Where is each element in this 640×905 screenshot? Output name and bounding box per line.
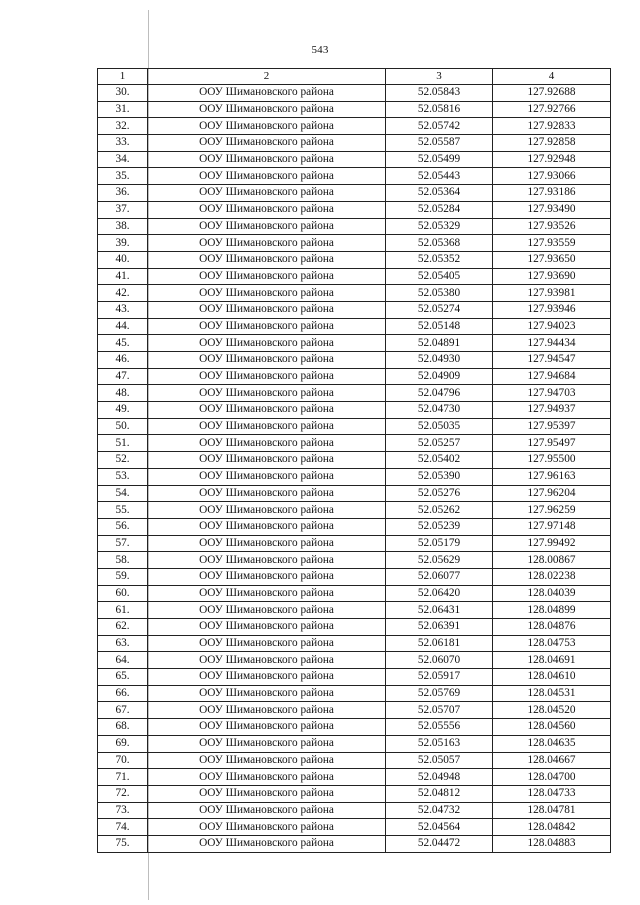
longitude-cell: 127.94703 — [493, 385, 611, 402]
organization-cell: ООУ Шимановского района — [148, 802, 386, 819]
table-row — [98, 301, 611, 318]
longitude-cell: 128.04635 — [493, 735, 611, 752]
longitude-cell: 127.93559 — [493, 235, 611, 252]
row-number-cell: 51. — [98, 435, 148, 452]
organization-cell: ООУ Шимановского района — [148, 619, 386, 636]
table-row — [98, 785, 611, 802]
longitude-cell: 128.04753 — [493, 635, 611, 652]
table-row — [98, 802, 611, 819]
row-number-cell: 68. — [98, 719, 148, 736]
organization-cell: ООУ Шимановского района — [148, 301, 386, 318]
table-row — [98, 568, 611, 585]
row-number-cell: 70. — [98, 752, 148, 769]
latitude-cell: 52.06181 — [386, 635, 493, 652]
longitude-cell: 127.92688 — [493, 85, 611, 102]
organization-cell: ООУ Шимановского района — [148, 552, 386, 569]
longitude-cell: 128.04520 — [493, 702, 611, 719]
row-number-cell: 56. — [98, 518, 148, 535]
longitude-cell: 128.04781 — [493, 802, 611, 819]
row-number-cell: 75. — [98, 835, 148, 852]
table-row — [98, 218, 611, 235]
organization-cell: ООУ Шимановского района — [148, 785, 386, 802]
latitude-cell: 52.05405 — [386, 268, 493, 285]
latitude-cell: 52.05380 — [386, 285, 493, 302]
organization-cell: ООУ Шимановского района — [148, 368, 386, 385]
latitude-cell: 52.04948 — [386, 769, 493, 786]
latitude-cell: 52.05274 — [386, 301, 493, 318]
organization-cell: ООУ Шимановского района — [148, 685, 386, 702]
organization-cell: ООУ Шимановского района — [148, 518, 386, 535]
organization-cell: ООУ Шимановского района — [148, 835, 386, 852]
longitude-cell: 128.04876 — [493, 619, 611, 636]
table-row — [98, 552, 611, 569]
organization-cell: ООУ Шимановского района — [148, 235, 386, 252]
row-number-cell: 59. — [98, 568, 148, 585]
longitude-cell: 128.02238 — [493, 568, 611, 585]
organization-cell: ООУ Шимановского района — [148, 85, 386, 102]
row-number-cell: 34. — [98, 151, 148, 168]
row-number-cell: 45. — [98, 335, 148, 352]
table-row — [98, 585, 611, 602]
organization-cell: ООУ Шимановского района — [148, 752, 386, 769]
table-row — [98, 702, 611, 719]
table-header — [98, 69, 611, 85]
latitude-cell: 52.04930 — [386, 352, 493, 369]
organization-cell: ООУ Шимановского района — [148, 435, 386, 452]
latitude-cell: 52.04909 — [386, 368, 493, 385]
row-number-cell: 47. — [98, 368, 148, 385]
longitude-cell: 127.96204 — [493, 485, 611, 502]
organization-cell: ООУ Шимановского района — [148, 735, 386, 752]
table-row — [98, 635, 611, 652]
latitude-cell: 52.04812 — [386, 785, 493, 802]
row-number-cell: 54. — [98, 485, 148, 502]
latitude-cell: 52.05443 — [386, 168, 493, 185]
header-cell-3: 3 — [386, 69, 493, 85]
organization-cell: ООУ Шимановского района — [148, 769, 386, 786]
latitude-cell: 52.05179 — [386, 535, 493, 552]
row-number-cell: 55. — [98, 502, 148, 519]
organization-cell: ООУ Шимановского района — [148, 101, 386, 118]
latitude-cell: 52.05499 — [386, 151, 493, 168]
organization-cell: ООУ Шимановского района — [148, 335, 386, 352]
longitude-cell: 128.04883 — [493, 835, 611, 852]
latitude-cell: 52.04564 — [386, 819, 493, 836]
longitude-cell: 128.04531 — [493, 685, 611, 702]
latitude-cell: 52.04472 — [386, 835, 493, 852]
longitude-cell: 127.99492 — [493, 535, 611, 552]
row-number-cell: 71. — [98, 769, 148, 786]
organization-cell: ООУ Шимановского района — [148, 268, 386, 285]
table-row — [98, 418, 611, 435]
latitude-cell: 52.05148 — [386, 318, 493, 335]
longitude-cell: 128.04667 — [493, 752, 611, 769]
latitude-cell: 52.06420 — [386, 585, 493, 602]
organization-cell: ООУ Шимановского района — [148, 535, 386, 552]
latitude-cell: 52.05368 — [386, 235, 493, 252]
latitude-cell: 52.06077 — [386, 568, 493, 585]
organization-cell: ООУ Шимановского района — [148, 635, 386, 652]
longitude-cell: 128.04700 — [493, 769, 611, 786]
organization-cell: ООУ Шимановского района — [148, 402, 386, 419]
row-number-cell: 32. — [98, 118, 148, 135]
longitude-cell: 127.93186 — [493, 185, 611, 202]
row-number-cell: 39. — [98, 235, 148, 252]
row-number-cell: 74. — [98, 819, 148, 836]
organization-cell: ООУ Шимановского района — [148, 285, 386, 302]
table-row — [98, 468, 611, 485]
table-row — [98, 502, 611, 519]
organization-cell: ООУ Шимановского района — [148, 168, 386, 185]
latitude-cell: 52.05329 — [386, 218, 493, 235]
table-row — [98, 85, 611, 102]
latitude-cell: 52.06391 — [386, 619, 493, 636]
table-row — [98, 535, 611, 552]
row-number-cell: 46. — [98, 352, 148, 369]
longitude-cell: 127.93650 — [493, 251, 611, 268]
row-number-cell: 62. — [98, 619, 148, 636]
table-row — [98, 719, 611, 736]
latitude-cell: 52.05262 — [386, 502, 493, 519]
longitude-cell: 128.04560 — [493, 719, 611, 736]
table-row — [98, 835, 611, 852]
row-number-cell: 35. — [98, 168, 148, 185]
table-row — [98, 735, 611, 752]
table-row — [98, 168, 611, 185]
longitude-cell: 127.92766 — [493, 101, 611, 118]
latitude-cell: 52.05390 — [386, 468, 493, 485]
longitude-cell: 127.92833 — [493, 118, 611, 135]
latitude-cell: 52.05057 — [386, 752, 493, 769]
latitude-cell: 52.05364 — [386, 185, 493, 202]
table-row — [98, 368, 611, 385]
table-header-row — [98, 69, 611, 85]
latitude-cell: 52.05035 — [386, 418, 493, 435]
longitude-cell: 128.04691 — [493, 652, 611, 669]
table-body — [98, 85, 611, 853]
table-row — [98, 652, 611, 669]
organization-cell: ООУ Шимановского района — [148, 352, 386, 369]
longitude-cell: 127.94434 — [493, 335, 611, 352]
table-row — [98, 752, 611, 769]
coordinates-table — [97, 68, 611, 853]
row-number-cell: 67. — [98, 702, 148, 719]
table-row — [98, 268, 611, 285]
table-row — [98, 402, 611, 419]
table-row — [98, 669, 611, 686]
latitude-cell: 52.05587 — [386, 135, 493, 152]
row-number-cell: 72. — [98, 785, 148, 802]
longitude-cell: 128.04899 — [493, 602, 611, 619]
organization-cell: ООУ Шимановского района — [148, 585, 386, 602]
header-cell-4: 4 — [493, 69, 611, 85]
row-number-cell: 41. — [98, 268, 148, 285]
longitude-cell: 127.97148 — [493, 518, 611, 535]
longitude-cell: 127.95500 — [493, 452, 611, 469]
organization-cell: ООУ Шимановского района — [148, 385, 386, 402]
row-number-cell: 50. — [98, 418, 148, 435]
latitude-cell: 52.05257 — [386, 435, 493, 452]
row-number-cell: 48. — [98, 385, 148, 402]
organization-cell: ООУ Шимановского района — [148, 652, 386, 669]
table-row — [98, 435, 611, 452]
organization-cell: ООУ Шимановского района — [148, 468, 386, 485]
organization-cell: ООУ Шимановского района — [148, 185, 386, 202]
organization-cell: ООУ Шимановского района — [148, 251, 386, 268]
organization-cell: ООУ Шимановского района — [148, 318, 386, 335]
organization-cell: ООУ Шимановского района — [148, 485, 386, 502]
row-number-cell: 43. — [98, 301, 148, 318]
latitude-cell: 52.05163 — [386, 735, 493, 752]
longitude-cell: 127.93690 — [493, 268, 611, 285]
row-number-cell: 69. — [98, 735, 148, 752]
table-row — [98, 235, 611, 252]
row-number-cell: 49. — [98, 402, 148, 419]
longitude-cell: 127.92948 — [493, 151, 611, 168]
page-number: 543 — [311, 44, 329, 56]
row-number-cell: 30. — [98, 85, 148, 102]
row-number-cell: 38. — [98, 218, 148, 235]
table-row — [98, 452, 611, 469]
longitude-cell: 128.04842 — [493, 819, 611, 836]
organization-cell: ООУ Шимановского района — [148, 702, 386, 719]
table-row — [98, 118, 611, 135]
organization-cell: ООУ Шимановского района — [148, 602, 386, 619]
table-row — [98, 619, 611, 636]
latitude-cell: 52.05402 — [386, 452, 493, 469]
organization-cell: ООУ Шимановского района — [148, 218, 386, 235]
table-row — [98, 518, 611, 535]
row-number-cell: 36. — [98, 185, 148, 202]
latitude-cell: 52.05707 — [386, 702, 493, 719]
organization-cell: ООУ Шимановского района — [148, 418, 386, 435]
table-row — [98, 251, 611, 268]
organization-cell: ООУ Шимановского района — [148, 502, 386, 519]
row-number-cell: 44. — [98, 318, 148, 335]
longitude-cell: 127.92858 — [493, 135, 611, 152]
longitude-cell: 128.00867 — [493, 552, 611, 569]
longitude-cell: 127.93946 — [493, 301, 611, 318]
table-row — [98, 352, 611, 369]
table-row — [98, 685, 611, 702]
longitude-cell: 127.95497 — [493, 435, 611, 452]
longitude-cell: 127.94937 — [493, 402, 611, 419]
table-row — [98, 819, 611, 836]
latitude-cell: 52.05352 — [386, 251, 493, 268]
longitude-cell: 127.96259 — [493, 502, 611, 519]
table-row — [98, 201, 611, 218]
longitude-cell: 127.93490 — [493, 201, 611, 218]
table-row — [98, 185, 611, 202]
longitude-cell: 127.93066 — [493, 168, 611, 185]
table-row — [98, 101, 611, 118]
organization-cell: ООУ Шимановского района — [148, 719, 386, 736]
organization-cell: ООУ Шимановского района — [148, 568, 386, 585]
row-number-cell: 57. — [98, 535, 148, 552]
longitude-cell: 127.94684 — [493, 368, 611, 385]
row-number-cell: 37. — [98, 201, 148, 218]
table-row — [98, 285, 611, 302]
latitude-cell: 52.05239 — [386, 518, 493, 535]
longitude-cell: 127.95397 — [493, 418, 611, 435]
longitude-cell: 128.04610 — [493, 669, 611, 686]
organization-cell: ООУ Шимановского района — [148, 819, 386, 836]
organization-cell: ООУ Шимановского района — [148, 669, 386, 686]
latitude-cell: 52.04732 — [386, 802, 493, 819]
longitude-cell: 127.94547 — [493, 352, 611, 369]
table-row — [98, 485, 611, 502]
longitude-cell: 127.93526 — [493, 218, 611, 235]
table-row — [98, 769, 611, 786]
latitude-cell: 52.04730 — [386, 402, 493, 419]
row-number-cell: 64. — [98, 652, 148, 669]
latitude-cell: 52.05276 — [386, 485, 493, 502]
organization-cell: ООУ Шимановского района — [148, 118, 386, 135]
latitude-cell: 52.06431 — [386, 602, 493, 619]
latitude-cell: 52.05843 — [386, 85, 493, 102]
latitude-cell: 52.05917 — [386, 669, 493, 686]
table-row — [98, 318, 611, 335]
row-number-cell: 40. — [98, 251, 148, 268]
latitude-cell: 52.05629 — [386, 552, 493, 569]
latitude-cell: 52.04796 — [386, 385, 493, 402]
row-number-cell: 42. — [98, 285, 148, 302]
longitude-cell: 127.94023 — [493, 318, 611, 335]
row-number-cell: 63. — [98, 635, 148, 652]
latitude-cell: 52.05769 — [386, 685, 493, 702]
latitude-cell: 52.05816 — [386, 101, 493, 118]
latitude-cell: 52.05556 — [386, 719, 493, 736]
row-number-cell: 61. — [98, 602, 148, 619]
table-row — [98, 335, 611, 352]
row-number-cell: 58. — [98, 552, 148, 569]
row-number-cell: 66. — [98, 685, 148, 702]
latitude-cell: 52.06070 — [386, 652, 493, 669]
row-number-cell: 65. — [98, 669, 148, 686]
table-row — [98, 135, 611, 152]
organization-cell: ООУ Шимановского района — [148, 201, 386, 218]
table-row — [98, 602, 611, 619]
row-number-cell: 33. — [98, 135, 148, 152]
table-row — [98, 385, 611, 402]
organization-cell: ООУ Шимановского района — [148, 151, 386, 168]
longitude-cell: 128.04039 — [493, 585, 611, 602]
row-number-cell: 52. — [98, 452, 148, 469]
longitude-cell: 127.93981 — [493, 285, 611, 302]
latitude-cell: 52.05284 — [386, 201, 493, 218]
latitude-cell: 52.05742 — [386, 118, 493, 135]
longitude-cell: 127.96163 — [493, 468, 611, 485]
row-number-cell: 60. — [98, 585, 148, 602]
latitude-cell: 52.04891 — [386, 335, 493, 352]
header-cell-1: 1 — [98, 69, 148, 85]
row-number-cell: 53. — [98, 468, 148, 485]
row-number-cell: 73. — [98, 802, 148, 819]
header-cell-2: 2 — [148, 69, 386, 85]
organization-cell: ООУ Шимановского района — [148, 452, 386, 469]
table-row — [98, 151, 611, 168]
longitude-cell: 128.04733 — [493, 785, 611, 802]
row-number-cell: 31. — [98, 101, 148, 118]
organization-cell: ООУ Шимановского района — [148, 135, 386, 152]
